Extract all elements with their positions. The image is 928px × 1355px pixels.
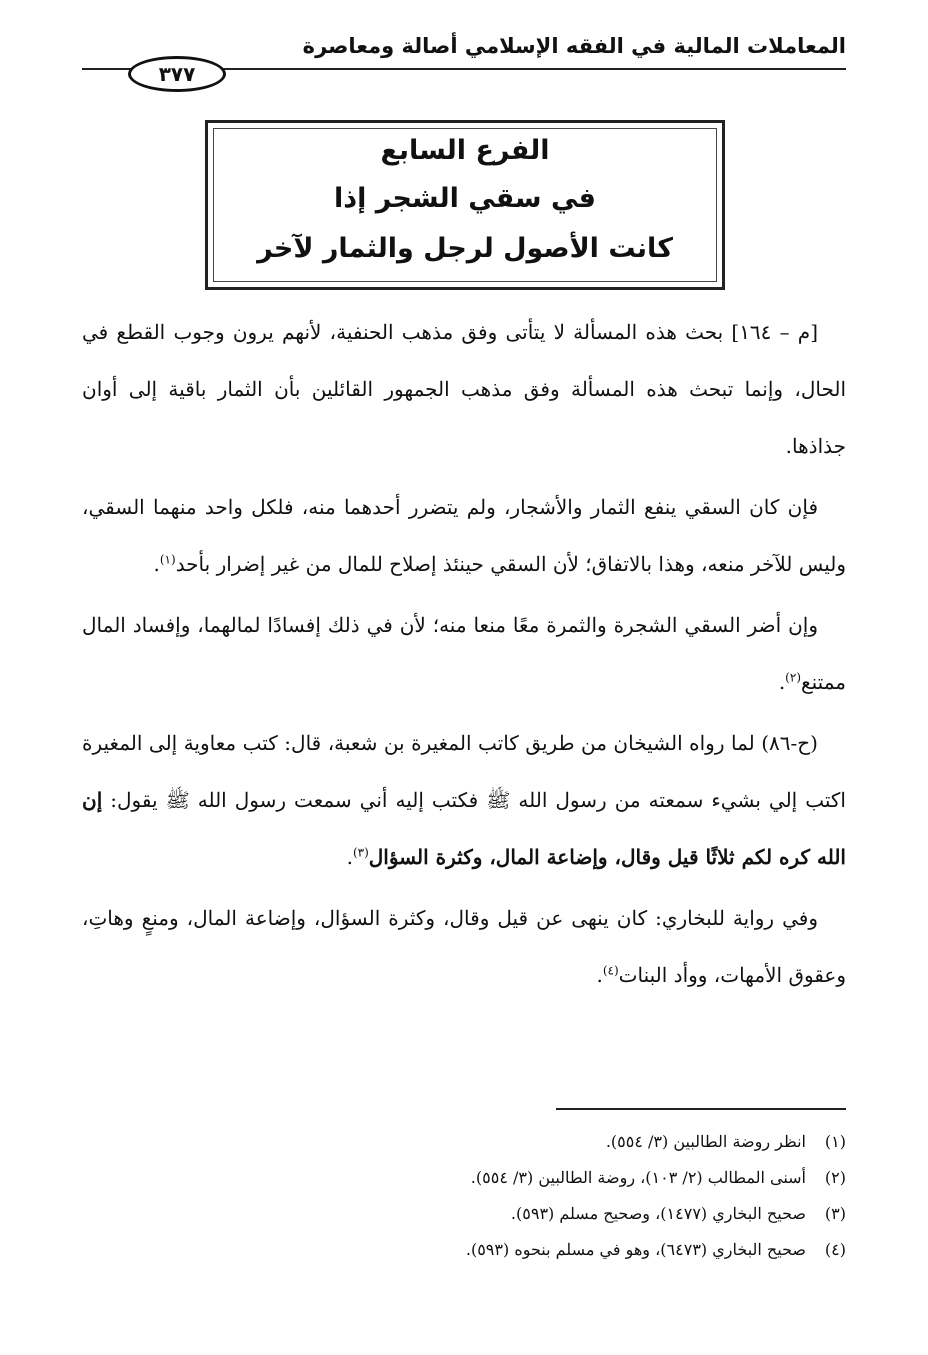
footnote-2-number: (٢) xyxy=(824,1168,846,1187)
section-title-line-2: في سقي الشجر إذا xyxy=(334,183,596,214)
page-number: ٣٧٧ xyxy=(128,56,226,92)
footnote-1-number: (١) xyxy=(824,1132,846,1151)
footnote-2 xyxy=(82,1160,846,1196)
footnote-separator xyxy=(556,1108,846,1110)
body-text xyxy=(82,304,846,1008)
paragraph-5-end: . xyxy=(596,963,603,987)
section-title-line-1: الفرع السابع xyxy=(380,135,550,166)
paragraph-1: [م – ١٦٤] بحث هذه المسألة لا يتأتى وفق مذهب الحنفية، لأنهم يرون وجوب القطع في الحال، وإنما تبحث هذه المسألة وفق مذهب الجمهور القائلين بأن الثمار باقية إلى أوان جذاذها. xyxy=(82,320,846,458)
footnote-4 xyxy=(82,1232,846,1268)
footnote-ref-1: (١) xyxy=(159,552,176,567)
paragraph-4-end: . xyxy=(346,845,353,869)
footnote-1 xyxy=(82,1124,846,1160)
paragraph-4-text: (ح-٨٦) لما رواه الشيخان من طريق كاتب المغيرة بن شعبة، قال: كتب معاوية إلى المغيرة اكتب إلي بشيء سمعته من رسول الله ﷺ فكتب إليه أني سمعت رسول الله ﷺ يقول: xyxy=(82,731,846,812)
section-title-box xyxy=(205,120,725,290)
footnote-ref-3: (٣) xyxy=(352,845,369,860)
paragraph-3-end: . xyxy=(778,670,786,694)
paragraph-2 xyxy=(82,479,846,593)
paragraph-5 xyxy=(82,890,846,1004)
footnote-ref-2: (٢) xyxy=(785,670,801,685)
footnote-4-number: (٤) xyxy=(824,1240,846,1259)
footnotes xyxy=(82,1124,846,1268)
paragraph-2-text: فإن كان السقي ينفع الثمار والأشجار، ولم يتضرر أحدهما منه، فلكل واحد منهما السقي، وليس للآخر منعه، وهذا بالاتفاق؛ لأن السقي حينئذ إصلاح للمال من غير إضرار بأحد xyxy=(82,495,846,576)
footnote-3-number: (٣) xyxy=(824,1204,846,1223)
paragraph-2-end: . xyxy=(153,552,160,576)
hadith-quote: إن الله كره لكم ثلاثًا قيل وقال، وإضاعة المال، وكثرة السؤال xyxy=(82,788,846,869)
running-header-book-title: المعاملات المالية في الفقه الإسلامي أصالة ومعاصرة xyxy=(302,34,846,58)
paragraph-5-text: وفي رواية للبخاري: كان ينهى عن قيل وقال، وكثرة السؤال، وإضاعة المال، ومنعٍ وهاتِ، وعقوق الأمهات، ووأد البنات xyxy=(82,906,846,987)
paragraph-3-text: وإن أضر السقي الشجرة والثمرة معًا منعا منه؛ لأن في ذلك إفسادًا لمالهما، وإفساد المال ممتنع xyxy=(82,613,846,694)
footnote-4-text: صحيح البخاري (٦٤٧٣)، وهو في مسلم بنحوه (٥٩٣). xyxy=(465,1240,806,1259)
section-title-line-3: كانت الأصول لرجل والثمار لآخر xyxy=(257,233,673,264)
paragraph-3 xyxy=(82,597,846,711)
paragraph-4 xyxy=(82,715,846,886)
footnote-3 xyxy=(82,1196,846,1232)
footnote-1-text: انظر روضة الطالبين (٣/ ٥٥٤). xyxy=(605,1132,806,1151)
footnote-2-text: أسنى المطالب (٢/ ١٠٣)، روضة الطالبين (٣/ ٥٥٤). xyxy=(470,1168,806,1187)
footnote-3-text: صحيح البخاري (١٤٧٧)، وصحيح مسلم (٥٩٣). xyxy=(510,1204,806,1223)
footnote-ref-4: (٤) xyxy=(602,963,619,978)
